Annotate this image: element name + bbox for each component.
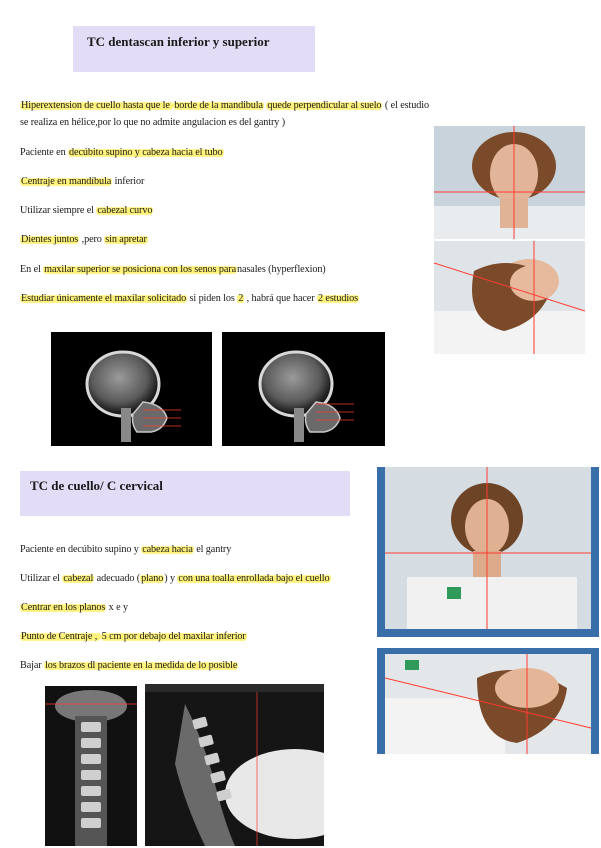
cervical-xray-image-lateral bbox=[145, 684, 324, 846]
section1-title: TC dentascan inferior y superior bbox=[87, 34, 270, 49]
section2-line-punto bbox=[20, 630, 247, 643]
patient-photo-4 bbox=[377, 648, 599, 754]
highlight-segment: con una toalla enrollada bajo el cuello bbox=[178, 573, 330, 584]
cervical-xray-image-ap bbox=[45, 686, 137, 846]
section1-para1-line2: se realiza en hélice,por lo que no admite angulacion es del gantry ) bbox=[20, 117, 286, 128]
patient-photo-3 bbox=[377, 467, 599, 637]
section2-line-cabezal bbox=[20, 572, 331, 585]
highlight-segment: cabezal curvo bbox=[97, 205, 153, 216]
text-segment: x e y bbox=[106, 602, 128, 613]
highlight-segment: plano bbox=[141, 573, 164, 584]
section1-line-estudiar bbox=[20, 292, 359, 305]
highlight-segment: Centrar en los planos bbox=[21, 602, 106, 613]
text-segment: , habrá que hacer bbox=[244, 293, 317, 304]
text-segment: nasales (hyperflexion) bbox=[237, 264, 326, 275]
highlight-segment: 2 estudios bbox=[317, 293, 358, 304]
highlight-segment: quede perpendicular al suelo bbox=[267, 100, 382, 111]
text-segment: Paciente en bbox=[20, 147, 69, 158]
highlight-segment: decúbito supino y cabeza hacia el tubo bbox=[69, 147, 223, 158]
text-segment: Utilizar siempre el bbox=[20, 205, 97, 216]
text-segment: ) y bbox=[164, 573, 178, 584]
section1-line-cabezal bbox=[20, 204, 153, 217]
highlight-segment: Punto de Centraje , bbox=[21, 631, 100, 642]
highlight-segment: Estudiar únicamente el maxilar solicitado bbox=[21, 293, 187, 304]
section1-line-maxilar bbox=[20, 263, 326, 276]
text-segment: inferior bbox=[112, 176, 145, 187]
section2-line-paciente bbox=[20, 543, 231, 556]
skull-xray-image-1 bbox=[51, 332, 212, 446]
section1-line-dientes bbox=[20, 233, 148, 246]
section2-line-centrar bbox=[20, 601, 128, 614]
text-segment: si piden los bbox=[187, 293, 238, 304]
section2-title: TC de cuello/ C cervical bbox=[30, 478, 163, 493]
section2-title-box bbox=[20, 471, 350, 516]
section1-para1-line1 bbox=[20, 99, 429, 112]
text-segment: el gantry bbox=[193, 544, 232, 555]
text-segment: adecuado ( bbox=[94, 573, 141, 584]
highlight-segment: borde de la mandibula bbox=[174, 100, 263, 111]
section1-line-centraje bbox=[20, 175, 144, 188]
section1-line-paciente bbox=[20, 146, 224, 159]
text-segment: Bajar bbox=[20, 660, 45, 671]
patient-photo-1 bbox=[434, 126, 585, 239]
highlight-segment: 5 cm por debajo del maxilar inferior bbox=[101, 631, 246, 642]
text-segment: En el bbox=[20, 264, 44, 275]
highlight-segment: sin apretar bbox=[105, 234, 147, 245]
text-segment: Utilizar el bbox=[20, 573, 63, 584]
highlight-segment: los brazos dl paciente en la medida de lo posible bbox=[45, 660, 238, 671]
highlight-segment: cabezal bbox=[63, 573, 94, 584]
text-segment: Paciente en decúbito supino y bbox=[20, 544, 142, 555]
highlight-segment: 2 bbox=[238, 293, 244, 304]
highlight-segment: Dientes juntos bbox=[21, 234, 79, 245]
section2-line-bajar bbox=[20, 659, 238, 672]
text-segment: ( el estudio bbox=[382, 100, 429, 111]
text-segment: ,pero bbox=[79, 234, 105, 245]
highlight-segment: maxilar superior se posiciona con los senos para bbox=[44, 264, 236, 275]
highlight-segment: Centraje en mandíbula bbox=[21, 176, 112, 187]
skull-xray-image-2 bbox=[222, 332, 385, 446]
patient-photo-2 bbox=[434, 241, 585, 354]
highlight-segment: cabeza hacia bbox=[142, 544, 193, 555]
text-segment: Hiperextension de cuello hasta que le bbox=[21, 100, 173, 111]
section1-title-box bbox=[73, 26, 315, 72]
